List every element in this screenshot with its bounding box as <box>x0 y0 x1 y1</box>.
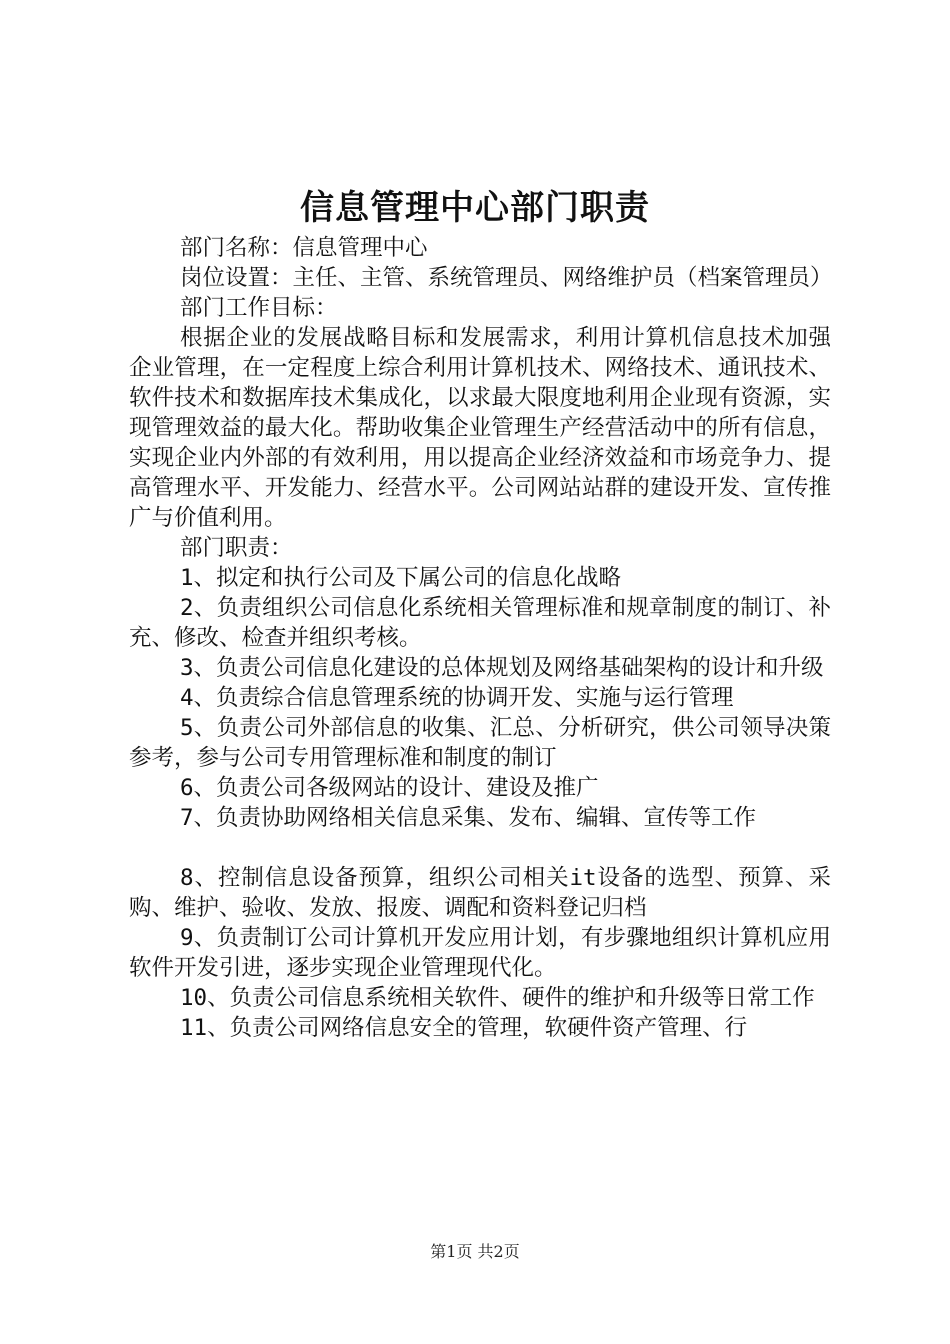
duty-item-9: 9、负责制订公司计算机开发应用计划，有步骤地组织计算机应用软件开发引进，逐步实现企业管理现代化。 <box>129 925 831 981</box>
duty-item-4: 4、负责综合信息管理系统的协调开发、实施与运行管理 <box>180 685 734 711</box>
duty-item-7: 7、负责协助网络相关信息采集、发布、编辑、宣传等工作 <box>180 805 757 831</box>
document-title: 信息管理中心部门职责 <box>300 188 650 228</box>
paragraph-duties-heading: 部门职责： <box>180 535 293 561</box>
blank-line <box>129 833 831 863</box>
duty-item-10: 10、负责公司信息系统相关软件、硬件的维护和升级等日常工作 <box>180 985 815 1011</box>
paragraph-positions: 岗位设置：主任、主管、系统管理员、网络维护员（档案管理员） <box>180 265 833 291</box>
paragraph-goal-text: 根据企业的发展战略目标和发展需求，利用计算机信息技术加强企业管理，在一定程度上综合利用计算机技术、网络技术、通讯技术、软件技术和数据库技术集成化，以求最大限度地利用企业现有资源，实现管理效益的最大化。帮助收集企业管理生产经营活动中的所有信息，实现企业内外部的有效利用，用以提高企业经济效益和市场竞争力、提高管理水平、开发能力、经营水平。公司网站站群的建设开发、宣传推广与价值利用。 <box>129 325 831 531</box>
duty-item-6: 6、负责公司各级网站的设计、建设及推广 <box>180 775 599 801</box>
duty-item-2: 2、负责组织公司信息化系统相关管理标准和规章制度的制订、补充、修改、检查并组织考核。 <box>129 595 831 651</box>
duty-item-3: 3、负责公司信息化建设的总体规划及网络基础架构的设计和升级 <box>180 655 824 681</box>
duty-item-1: 1、拟定和执行公司及下属公司的信息化战略 <box>180 565 622 591</box>
duty-item-5: 5、负责公司外部信息的收集、汇总、分析研究，供公司领导决策参考，参与公司专用管理标准和制度的制订 <box>129 715 831 771</box>
paragraph-goal-heading: 部门工作目标： <box>180 295 338 321</box>
duty-item-11: 11、负责公司网络信息安全的管理，软硬件资产管理、行 <box>180 1015 748 1041</box>
document-body <box>129 233 831 1043</box>
paragraph-dept-name: 部门名称：信息管理中心 <box>180 235 428 261</box>
page-footer: 第1页 共2页 <box>430 1242 520 1261</box>
duty-item-8: 8、控制信息设备预算，组织公司相关it设备的选型、预算、采购、维护、验收、发放、报废、调配和资料登记归档 <box>129 865 831 921</box>
